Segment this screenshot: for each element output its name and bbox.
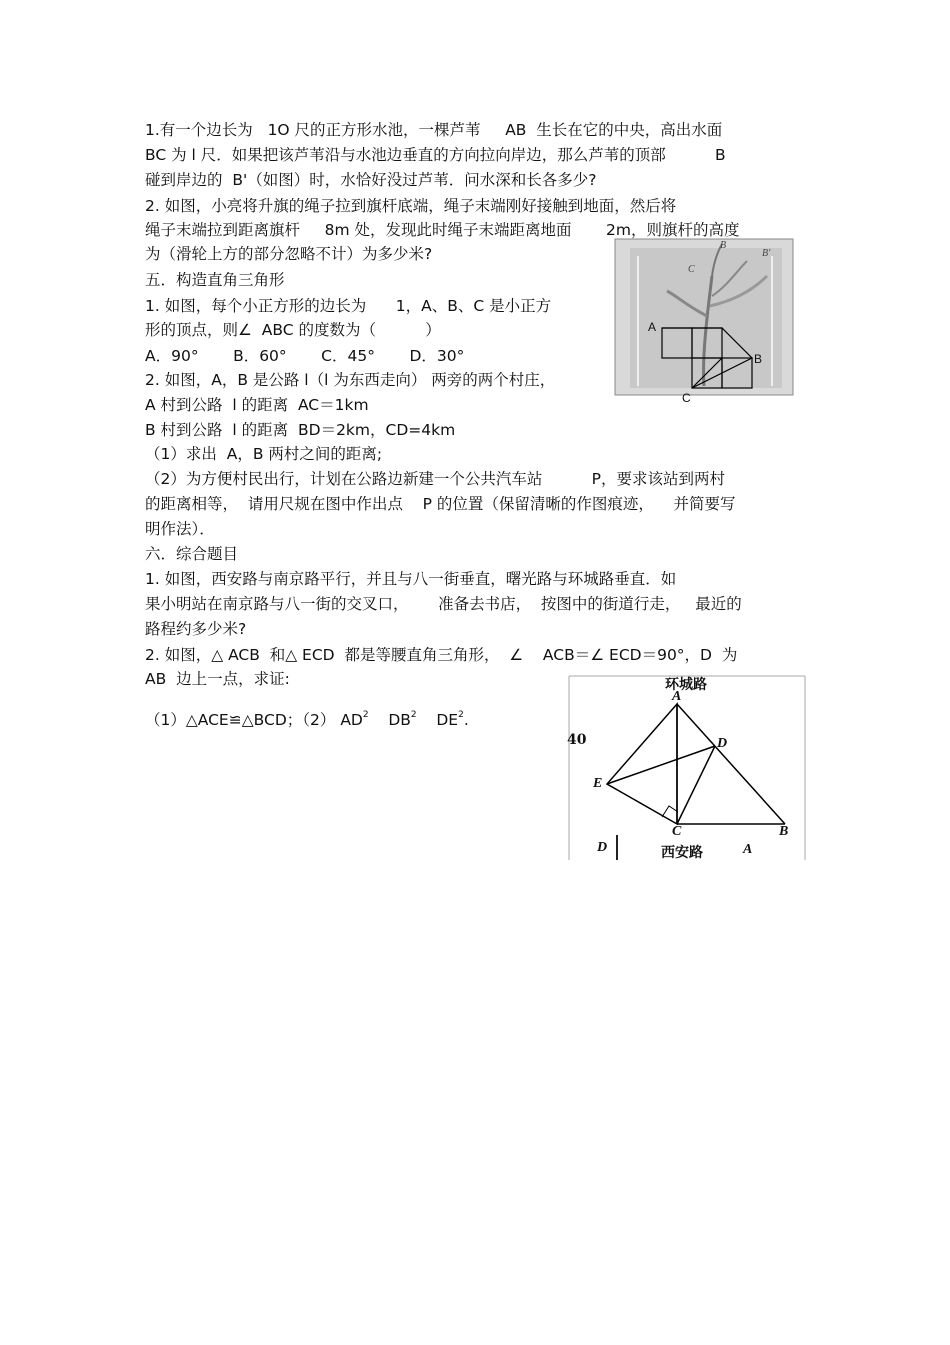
text-line: 为（滑轮上方的部分忽略不计）为多少米? — [145, 245, 433, 263]
map-label-right: A — [743, 842, 753, 857]
svg-text:B: B — [720, 240, 727, 251]
text-line: （1）求出 A，B 两村之间的距离; — [145, 445, 383, 463]
reed-grid-svg — [612, 236, 797, 406]
road-label-top: 环城路 — [665, 677, 707, 693]
svg-text:B': B' — [762, 248, 771, 259]
text-line: 明作法）． — [145, 520, 215, 538]
triangle-svg — [565, 672, 810, 862]
proof-line: （1）△ACE≌△BCD；（2） $AD^2$ $DB^2$ $DE^2$. — [145, 710, 469, 729]
point-label-a: A — [648, 320, 657, 334]
point-label-e: E — [593, 776, 603, 791]
road-label-bottom: 西安路 — [661, 845, 703, 861]
text-line: 2. 如图，A，B 是公路 l（l 为东西走向） 两旁的两个村庄， — [145, 371, 556, 389]
text-line: AB 边上一点，求证: — [145, 670, 290, 688]
text-line: 形的顶点，则∠ ABC 的度数为（ ） — [145, 321, 441, 339]
point-label-c: C — [682, 391, 691, 405]
text-line: 1. 如图，西安路与南京路平行，并且与八一街垂直，曙光路与环城路垂直．如 — [145, 570, 677, 588]
text-line: 碰到岸边的 B'（如图）时，水恰好没过芦苇．问水深和长各多少? — [145, 171, 597, 189]
text-line: 2. 如图，小亮将升旗的绳子拉到旗杆底端，绳子末端刚好接触到地面，然后将 — [145, 197, 677, 215]
text-line: 路程约多少米? — [145, 620, 247, 638]
point-label-c: C — [672, 824, 682, 839]
text-line: 1. 如图，每个小正方形的边长为 1，A、B、C 是小正方 — [145, 297, 552, 315]
reed-grid-figure — [612, 236, 797, 406]
text-line: 果小明站在南京路与八一街的交叉口， 准备去书店， 按图中的街道行走， 最近的 — [145, 595, 742, 613]
point-label-b: B — [754, 352, 763, 366]
svg-text:C: C — [688, 264, 695, 275]
text-line: 的距离相等， 请用尺规在图中作出点 P 的位置（保留清晰的作图痕迹， 并简要写 — [145, 495, 736, 513]
point-label-b: B — [779, 824, 789, 839]
text-line: 绳子末端拉到距离旗杆 8m 处，发现此时绳子末端距离地面 2m，则旗杆的高度 — [145, 221, 740, 239]
section-heading: 五．构造直角三角形 — [145, 271, 285, 289]
text-line: 1.有一个边长为 1O 尺的正方形水池，一棵芦苇 AB 生长在它的中央，高出水面 — [145, 121, 723, 139]
choices-line: A．90° B．60° C．45° D．30° — [145, 347, 465, 365]
triangle-figure — [565, 672, 810, 862]
section-heading: 六．综合题目 — [145, 545, 239, 563]
text-line: （2）为方便村民出行，计划在公路边新建一个公共汽车站 P，要求该站到两村 — [145, 470, 725, 488]
number-label: 40 — [567, 732, 587, 748]
text-line: 2. 如图，△ ACB 和△ ECD 都是等腰直角三角形， ∠ ACB＝∠ ECD＝90°，D 为 — [145, 646, 738, 664]
text-line: B 村到公路 l 的距离 BD＝2km，CD=4km — [145, 421, 456, 439]
map-label-left: D — [597, 840, 608, 855]
text-line: A 村到公路 l 的距离 AC＝1km — [145, 396, 369, 414]
text-line: BC 为 l 尺．如果把该芦苇沿与水池边垂直的方向拉向岸边，那么芦苇的顶部 B — [145, 146, 726, 164]
point-label-d: D — [717, 736, 728, 751]
point-label-a: A — [672, 689, 682, 704]
